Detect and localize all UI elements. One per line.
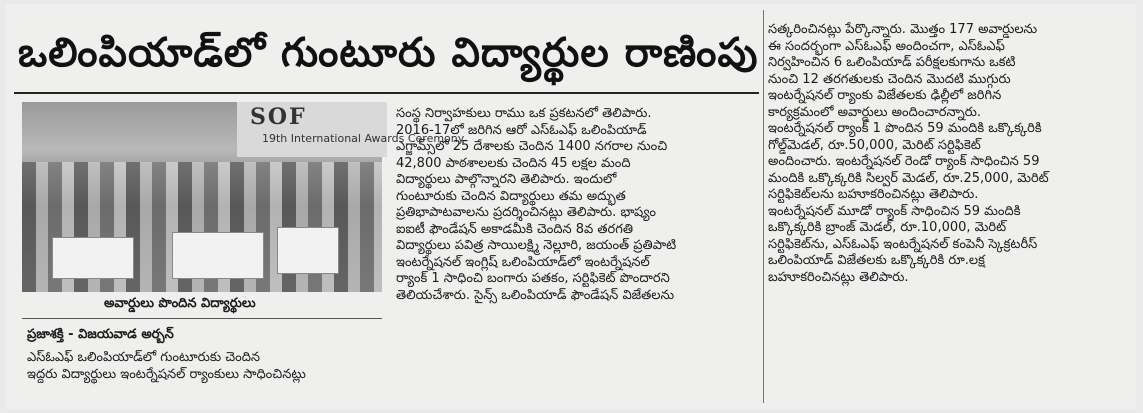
text-line: ఎస్‌ఓఎఫ్ ఒలింపియాడ్‌లో గుంటూరుకు చెందిన <box>27 350 261 365</box>
column-middle <box>396 106 758 304</box>
text-line: తెలియచేశారు. సైన్స్ ఒలింపియాడ్ ఫౌండేషన్ విజేతలను <box>396 287 675 303</box>
text-line: 2016-17లో జరిగిన ఆరో ఎస్‌ఓఎఫ్ ఒలింపియాడ్ <box>396 122 647 138</box>
text-line: సత్కరించినట్లు పేర్కొన్నారు. మొత్తం 177 అవార్డులను <box>768 22 1038 37</box>
caption-rule <box>22 318 382 319</box>
byline: ప్రజాశక్తి - విజయవాడ అర్బన్ <box>27 327 174 342</box>
text-line: గుంటూరుకు చెందిన విద్యార్థులు తమ అద్భుత <box>396 188 626 204</box>
text-line: ఇంటర్నేషనల్ ర్యాంకు విజేతలకు ఢిల్లీలో జరిగిన <box>768 88 1002 103</box>
cheque-board <box>277 227 339 274</box>
headline: ఒలింపియాడ్‌లో గుంటూరు విద్యార్థుల రాణింపు <box>18 30 759 76</box>
text-line: ఒక్కొక్కరికి బ్రాంజ్ మెడల్, రూ.10,000, మెరిట్ <box>768 220 1007 235</box>
award-photo <box>22 102 465 292</box>
text-line: విద్యార్థులు పాల్గొన్నారని తెలిపారు. ఇందులో <box>396 172 617 187</box>
column-right <box>768 22 1134 286</box>
text-line: గోల్డ్‌మెడల్, రూ.50,000, మెరిట్ సర్టిఫికెట్ <box>768 137 981 153</box>
text-line: సంస్థ నిర్వాహకులు రాము ఒక ప్రకటనలో తెలిపారు. <box>396 106 652 121</box>
text-line: ఒలింపియాడ్ విజేతలకు ఒక్కొక్కరికి రూ.లక్ష <box>768 253 985 268</box>
text-line: ఇంటర్నేషనల్ ఇంగ్లిష్ ఒలింపియాడ్‌లో ఇంటర్నేషనల్ <box>396 254 650 270</box>
text-line: ర్యాంక్ 1 సాధించి బంగారు పతకం, సర్టిఫికెట్ పొందారని <box>396 271 670 286</box>
text-line: విద్యార్థులు పవిత్ర సాయిలక్ష్మి నెల్లూరి, జయంత్ ప్రతిపాటి <box>396 238 677 253</box>
text-line: అందించారు. ఇంటర్నేషనల్ రెండో ర్యాంక్ సాధించిన 59 <box>768 154 1040 169</box>
banner-text: 19th International Awards Ceremony <box>262 132 465 145</box>
column-left <box>27 350 387 383</box>
text-line: మందికి ఒక్కొక్కరికి సిల్వర్ మెడల్, రూ.25,000, మెరిట్ <box>768 170 1049 186</box>
column-divider <box>763 10 764 403</box>
text-line: నుంచి 12 తరగతులకు చెందిన మొదటి ముగ్గురు <box>768 71 1011 87</box>
cheque-board <box>172 232 264 279</box>
sof-logo: SOF <box>250 104 307 130</box>
text-line: నిర్వహించిన 6 ఒలింపియాడ్ పరీక్షలకుగాను ఒకటి <box>768 55 1016 70</box>
text-line: ఇంటర్నేషనల్ ర్యాంక్ 1 పొందిన 59 మందికి ఒక్కొక్కరికి <box>768 121 1042 136</box>
text-line: ఎగ్జామ్స్‌లో 25 దేశాలకు చెందిన 1400 నగరాల నుంచి <box>396 139 668 154</box>
headline-rule <box>14 92 759 94</box>
photo-caption: అవార్డులు పొందిన విద్యార్థులు <box>104 296 256 311</box>
text-line: 42,800 పాఠశాలలకు చెందిన 45 లక్షల మంది <box>396 155 631 171</box>
cheque-board <box>52 237 134 279</box>
text-line: ఈ సందర్భంగా ఎస్‌ఓఎఫ్ అందించగా, ఎస్‌ఓఎఫ్ <box>768 38 1005 54</box>
text-line: సర్టిఫికెట్‌లను బహూకరించినట్లు తెలిపారు. <box>768 187 979 202</box>
text-line: ఇద్దరు విద్యార్థులు ఇంటర్నేషనల్ ర్యాంకులు సాధించినట్లు <box>27 366 306 382</box>
text-line: సర్టిఫికెట్‌ను, ఎస్‌ఓఎఫ్ ఇంటర్నేషనల్ కంపెనీ స్కెక్రటరీస్ <box>768 236 1038 252</box>
text-line: కార్యక్రమంలో అవార్డులు అందించారన్నారు. <box>768 104 982 120</box>
text-line: బహూకరించినట్లు తెలిపారు. <box>768 269 909 285</box>
text-line: ఇంటర్నేషనల్ మూడో ర్యాంక్ సాధించిన 59 మందికి <box>768 203 1021 219</box>
text-line: ఐఐటీ ఫౌండేషన్ అకాడమీకి చెందిన 8వ తరగతి <box>396 221 633 237</box>
text-line: ప్రతిభాపాటవాలను ప్రదర్శించినట్లు తెలిపారు. భాష్యం <box>396 205 656 220</box>
